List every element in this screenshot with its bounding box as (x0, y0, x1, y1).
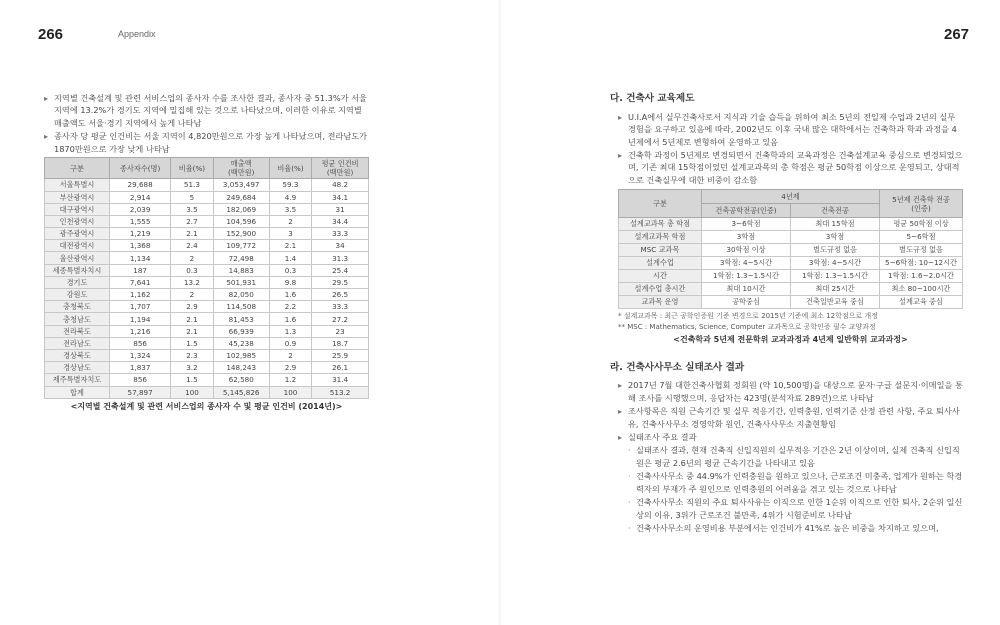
table-cell: 2.4 (171, 240, 213, 252)
row-label-cell: 제주특별자치도 (45, 374, 110, 386)
table-cell: 1.2 (269, 374, 311, 386)
table-cell: 2.7 (171, 215, 213, 227)
table-cell: 31.3 (312, 252, 369, 264)
page-number-right: 267 (944, 26, 970, 43)
row-label-cell: 경상북도 (45, 349, 110, 361)
bullet-item: ▸ 실태조사 주요 결과 (618, 432, 697, 442)
table-cell: 501,931 (213, 276, 269, 288)
table-cell: 0.9 (269, 337, 311, 349)
table-cell: 104,596 (213, 215, 269, 227)
table-cell: 1,134 (110, 252, 171, 264)
note-line: ** MSC : Mathematics, Science, Computer 교과목으로 공학인증 필수 교양과정 (618, 322, 876, 331)
table-cell: 1.5 (171, 374, 213, 386)
left-page-body (44, 92, 369, 413)
table-row (45, 386, 369, 398)
row-label-cell: 울산광역시 (45, 252, 110, 264)
table-cell: 14,883 (213, 264, 269, 276)
table-cell: 57,897 (110, 386, 171, 398)
table-cell: 34.1 (312, 191, 369, 203)
table-cell: 7,641 (110, 276, 171, 288)
table-cell: 1.4 (269, 252, 311, 264)
table-cell: 5~6학점: 10~12시간 (880, 257, 963, 270)
row-label-cell: 경기도 (45, 276, 110, 288)
sub-bullet-item: · 건축사사무소의 운영비용 부분에서는 인건비가 41%로 높은 비중을 차지하고 있으며, (628, 523, 939, 534)
triangle-bullet-icon: ▸ (618, 111, 623, 122)
table-row (45, 362, 369, 374)
table-cell: 114,508 (213, 301, 269, 313)
table-cell: 187 (110, 264, 171, 276)
right-page-body (610, 92, 963, 536)
table-cell: 33.3 (312, 228, 369, 240)
table-row (619, 231, 963, 244)
table-cell: 2.9 (171, 301, 213, 313)
table-cell: 66,939 (213, 325, 269, 337)
table-header: 4년제 (702, 190, 880, 204)
table-caption: <건축학과 5년제 전문학위 교과과정과 4년제 일반학위 교과과정> (673, 335, 908, 345)
row-label-cell: 세종특별자치시 (45, 264, 110, 276)
table-cell: 1.3 (269, 325, 311, 337)
bullet-item: ▸ 건축학 과정이 5년제로 변경되면서 건축학과의 교육과정은 건축설계교육 중심으로 변경되었으며, 기존 최대 15학점이었던 설계교과목의 총 학점은 평균 50학점 이상으로 운영되고, 상대적으로 건축실무에 대한 비중이 감소함 (618, 149, 963, 185)
table-cell: 1학점: 1.3~1.5시간 (791, 270, 880, 283)
table-header: 건축공학전공(인증) (702, 204, 791, 218)
row-label-cell: 충청북도 (45, 301, 110, 313)
table-cell: 13.2 (171, 276, 213, 288)
sub-bullet-item: · 건축사사무소 중 44.9%가 인력충원을 원하고 있으나, 근로조건 미충족, 업계가 원하는 학경력자의 부재가 주 원인으로 인력충원의 어려움을 겪고 있는 것으로 나타남 (628, 471, 963, 494)
table-cell: 182,069 (213, 203, 269, 215)
table-cell: 2.9 (269, 362, 311, 374)
table-cell: 2.1 (269, 240, 311, 252)
curriculum-table (618, 189, 963, 309)
table-cell: 1.6 (269, 289, 311, 301)
table-cell: 51.3 (171, 179, 213, 191)
table-header: 평균 인건비 (백만원) (312, 158, 369, 179)
triangle-bullet-icon: ▸ (618, 149, 623, 160)
table-cell: 59.3 (269, 179, 311, 191)
row-label-cell: 경상남도 (45, 362, 110, 374)
table-row (619, 283, 963, 296)
table-cell: 1,194 (110, 313, 171, 325)
table-cell: 29.5 (312, 276, 369, 288)
gutter (499, 0, 501, 625)
table-cell: 18.7 (312, 337, 369, 349)
sub-bullet-item: · 실태조사 결과, 현재 건축직 신입직원의 실무적응 기간은 2년 이상이며, 실제 건축직 신입직원은 평균 2.6년의 평균 근속기간을 나타내고 있음 (628, 445, 960, 468)
row-label-cell: 대전광역시 (45, 240, 110, 252)
table-row (45, 374, 369, 386)
table-cell: 29,688 (110, 179, 171, 191)
section-heading: 라. 건축사사무소 실태조사 결과 (610, 361, 745, 373)
table-cell: 81,453 (213, 313, 269, 325)
table-cell: 26.5 (312, 289, 369, 301)
table-cell: 3학점: 4~5시간 (702, 257, 791, 270)
table-cell: 2 (171, 252, 213, 264)
table-row (45, 313, 369, 325)
table-cell: 109,772 (213, 240, 269, 252)
table-header: 구분 (619, 190, 702, 218)
triangle-bullet-icon: ▸ (618, 406, 623, 417)
table-notes (618, 311, 963, 332)
table-cell: 설계교육 중심 (880, 296, 963, 309)
row-label-cell: 설계교과목 학점 (619, 231, 702, 244)
table-cell: 26.1 (312, 362, 369, 374)
table-cell: 2,039 (110, 203, 171, 215)
table-cell: 1,216 (110, 325, 171, 337)
running-head: Appendix (118, 29, 156, 39)
regional-employment-table (44, 157, 369, 398)
table-cell: 1,368 (110, 240, 171, 252)
row-label-cell: 설계수업 (619, 257, 702, 270)
table-row (619, 257, 963, 270)
table-cell: 최대 25시간 (791, 283, 880, 296)
table-header: 5년제 건축학 전공 (인증) (880, 190, 963, 218)
table-cell: 62,580 (213, 374, 269, 386)
table-cell: 23 (312, 325, 369, 337)
table-cell: 2.2 (269, 301, 311, 313)
table-header: 비율(%) (269, 158, 311, 179)
table-cell: 0.3 (171, 264, 213, 276)
table-cell: 1.5 (171, 337, 213, 349)
row-label-cell: 전라북도 (45, 325, 110, 337)
row-label-cell: 전라남도 (45, 337, 110, 349)
table-header: 매출액 (백만원) (213, 158, 269, 179)
table-cell: 45,238 (213, 337, 269, 349)
bullet-item: ▸ 2017년 7월 대한건축사협회 정회원 (약 10,500명)을 대상으로 문자·구글 설문지·이메일을 통해 조사를 시행했으며, 응답자는 423명(분석자료 289건)으로 나타남 (618, 380, 963, 403)
bullet-item: ▸ 지역별 건축설계 및 관련 서비스업의 종사자 수를 조사한 결과, 종사자 중 51.3%가 서울 지역에 13.2%가 경기도 지역에 밀집해 있는 것으로 나타났으며, 이러한 이유로 지역별 매출액도 서울·경기 지역에서 높게 나타남 (44, 93, 367, 128)
table-cell: 2.1 (171, 228, 213, 240)
table-cell: 2,914 (110, 191, 171, 203)
table-row (619, 218, 963, 231)
row-label-cell: 시간 (619, 270, 702, 283)
table-row (619, 270, 963, 283)
table-body (45, 179, 369, 398)
table-cell: 3학점: 4~5시간 (791, 257, 880, 270)
table-cell: 최소 80~100시간 (880, 283, 963, 296)
table-cell: 5,145,826 (213, 386, 269, 398)
table-cell: 102,985 (213, 349, 269, 361)
table-cell: 0.3 (269, 264, 311, 276)
bullet-item: ▸ 종사자 당 평균 인건비는 서울 지역이 4,820만원으로 가장 높게 나타났으며, 전라남도가 1870만원으로 가장 낮게 나타남 (44, 131, 368, 154)
row-label-cell: 서울특별시 (45, 179, 110, 191)
table-cell: 2 (269, 349, 311, 361)
table-cell: 3 (269, 228, 311, 240)
triangle-bullet-icon: ▸ (44, 93, 49, 103)
table-cell: 1,837 (110, 362, 171, 374)
table-cell: 48.2 (312, 179, 369, 191)
table-row (45, 203, 369, 215)
table-cell: 152,900 (213, 228, 269, 240)
bullet-item: ▸ U.I.A에서 실무건축사로서 지식과 기술 습득을 위하여 최소 5년의 전일제 수업과 2년의 실무경험을 요구하고 있음에 따라, 2002년도 이후 국내 많은 대학에서는 건축학과 학과 과정을 4년제에서 5년제로 변형하여 운영하고 있음 (618, 111, 957, 147)
table-cell: 856 (110, 337, 171, 349)
row-label-cell: 설계교과목 총 학점 (619, 218, 702, 231)
table-cell: 1,219 (110, 228, 171, 240)
table-body (619, 218, 963, 309)
table-cell: 3.5 (171, 203, 213, 215)
row-label-cell: 설계수업 총시간 (619, 283, 702, 296)
sub-bullet-item: · 건축사사무소 직원의 주요 퇴사사유는 이직으로 인한 1순위 이직으로 인한 퇴사, 2순위 일신상의 이유, 3위가 근로조건 불만족, 4위가 시험준비로 나타남 (628, 497, 963, 520)
table-cell: 1,707 (110, 301, 171, 313)
table-cell: 72,498 (213, 252, 269, 264)
row-label-cell: 합계 (45, 386, 110, 398)
table-cell: 2.1 (171, 325, 213, 337)
table-cell: 82,050 (213, 289, 269, 301)
table-row (45, 289, 369, 301)
row-label-cell: 충청남도 (45, 313, 110, 325)
table-header: 구분 (45, 158, 110, 179)
table-cell: 25.4 (312, 264, 369, 276)
bullet-item: ▸ 조사항목은 직원 근속기간 및 실무 적응기간, 인력충원, 인력기준 산정 관련 사항, 주요 퇴사사유, 건축사사무소 경영악화 원인, 건축사사무소 지출현황임 (618, 406, 960, 429)
table-cell: 30학점 이상 (702, 244, 791, 257)
table-row (619, 244, 963, 257)
table-cell: 148,243 (213, 362, 269, 374)
table-row (45, 301, 369, 313)
table-cell: 3학점 (791, 231, 880, 244)
table-row (45, 252, 369, 264)
table-row (45, 349, 369, 361)
row-label-cell: 인천광역시 (45, 215, 110, 227)
table-cell: 4.9 (269, 191, 311, 203)
table-cell: 249,684 (213, 191, 269, 203)
section-heading: 다. 건축사 교육제도 (610, 93, 695, 104)
triangle-bullet-icon: ▸ (618, 432, 623, 442)
table-header: 종사자수(명) (110, 158, 171, 179)
table-row (45, 264, 369, 276)
table-cell: 31.4 (312, 374, 369, 386)
table-cell: 3~6학점 (702, 218, 791, 231)
table-cell: 건축일반교육 중심 (791, 296, 880, 309)
table-cell: 1학점: 1.3~1.5시간 (702, 270, 791, 283)
table-cell: 2.1 (171, 313, 213, 325)
table-row (45, 240, 369, 252)
triangle-bullet-icon: ▸ (44, 131, 49, 142)
table-cell: 별도규정 없음 (880, 244, 963, 257)
table-row (45, 215, 369, 227)
table-cell: 1,162 (110, 289, 171, 301)
table-cell: 3학점 (702, 231, 791, 244)
table-cell: 2 (171, 289, 213, 301)
table-header: 건축전공 (791, 204, 880, 218)
table-cell: 3.5 (269, 203, 311, 215)
table-cell: 31 (312, 203, 369, 215)
table-cell: 34.4 (312, 215, 369, 227)
table-row (45, 191, 369, 203)
table-cell: 5 (171, 191, 213, 203)
table-row (619, 296, 963, 309)
row-label-cell: 대구광역시 (45, 203, 110, 215)
table-cell: 최대 10시간 (702, 283, 791, 296)
table-cell: 5~6학점 (880, 231, 963, 244)
table-cell: 100 (269, 386, 311, 398)
row-label-cell: MSC 교과목 (619, 244, 702, 257)
table-row (45, 337, 369, 349)
table-header: 비율(%) (171, 158, 213, 179)
row-label-cell: 교과목 운영 (619, 296, 702, 309)
table-cell: 3.2 (171, 362, 213, 374)
note-line: * 설계교과목 : 최근 공학인증원 기준 변경으로 2015년 기준에 최소 12학점으로 개정 (618, 312, 878, 321)
table-cell: 평균 50학점 이상 (880, 218, 963, 231)
table-cell: 3,053,497 (213, 179, 269, 191)
table-row (45, 325, 369, 337)
table-cell: 최대 15학점 (791, 218, 880, 231)
table-row (45, 179, 369, 191)
triangle-bullet-icon: ▸ (618, 380, 623, 391)
table-cell: 513.2 (312, 386, 369, 398)
table-row (45, 276, 369, 288)
table-caption: <지역별 건축설계 및 관련 서비스업의 종사자 수 및 평균 인건비 (2014년)> (70, 401, 343, 411)
row-label-cell: 부산광역시 (45, 191, 110, 203)
row-label-cell: 강원도 (45, 289, 110, 301)
table-row (45, 228, 369, 240)
table-cell: 2 (269, 215, 311, 227)
table-cell: 25.9 (312, 349, 369, 361)
table-cell: 856 (110, 374, 171, 386)
table-cell: 1학점: 1.6~2.0시간 (880, 270, 963, 283)
table-cell: 1.6 (269, 313, 311, 325)
table-cell: 100 (171, 386, 213, 398)
table-cell: 33.3 (312, 301, 369, 313)
table-cell: 34 (312, 240, 369, 252)
table-cell: 별도규정 없음 (791, 244, 880, 257)
table-cell: 2.3 (171, 349, 213, 361)
table-cell: 1,555 (110, 215, 171, 227)
table-cell: 9.8 (269, 276, 311, 288)
row-label-cell: 광주광역시 (45, 228, 110, 240)
page-number-left: 266 (38, 26, 64, 43)
table-cell: 공학중심 (702, 296, 791, 309)
table-cell: 27.2 (312, 313, 369, 325)
table-cell: 1,324 (110, 349, 171, 361)
